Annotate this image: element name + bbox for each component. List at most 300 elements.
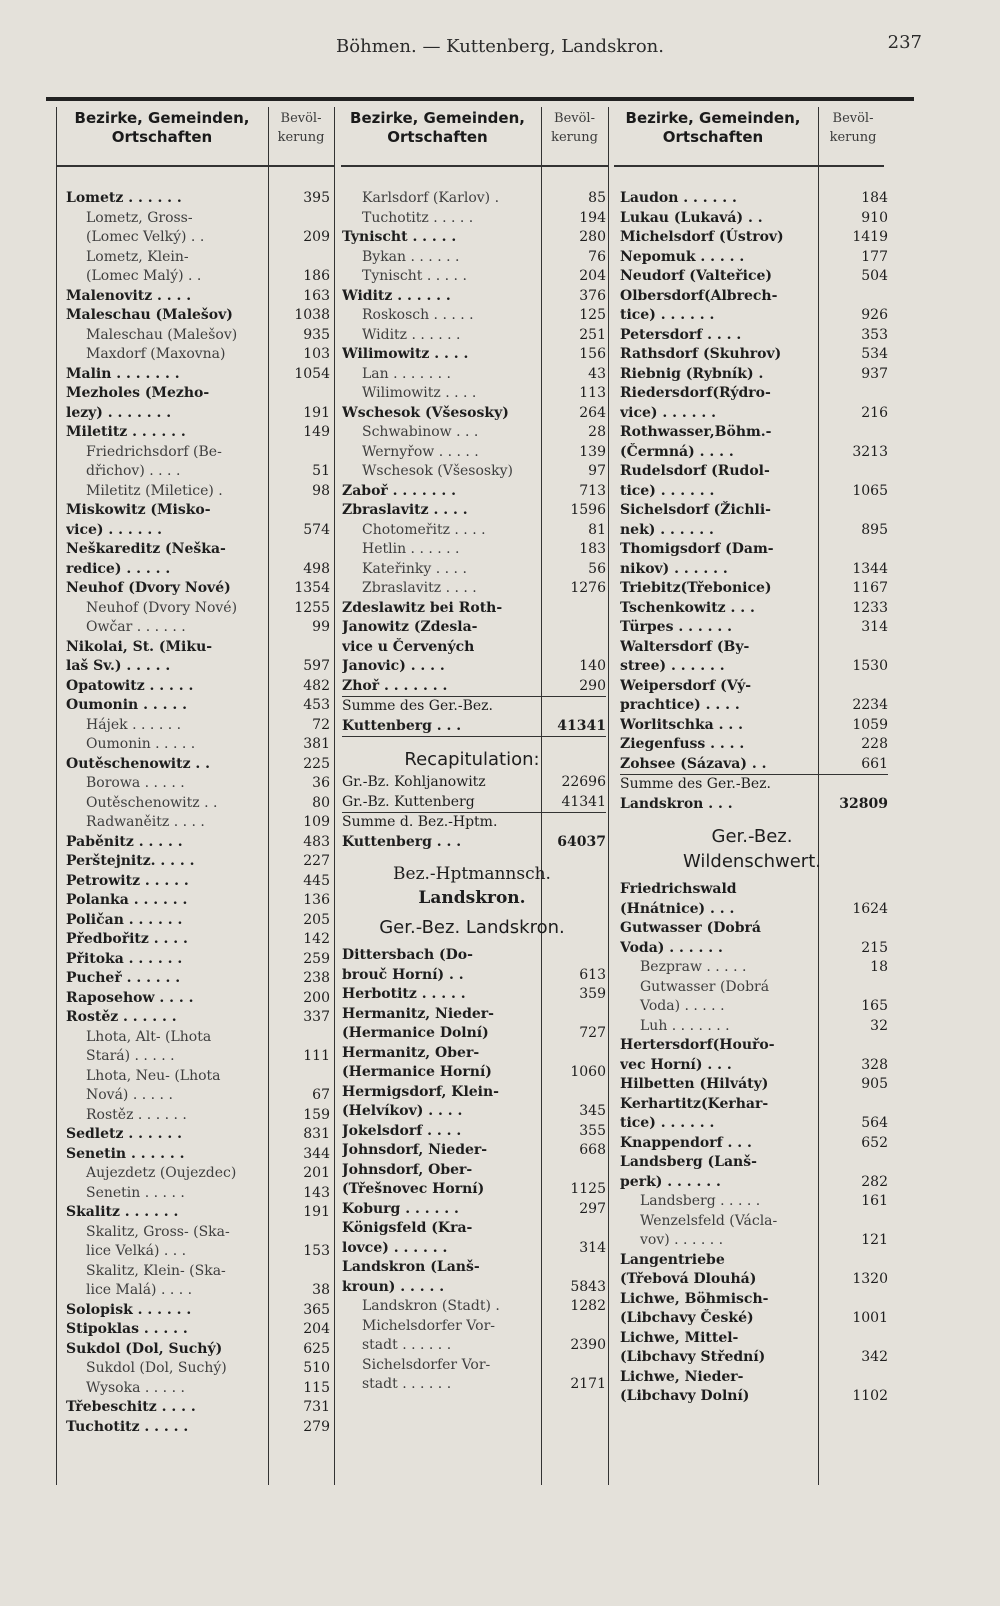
population-value: 194 — [579, 209, 606, 226]
place-name: Hilbetten (Hilváty) — [620, 1076, 769, 1092]
table-row — [620, 1212, 888, 1232]
place-name: Paběnitz . . . . . — [66, 833, 183, 850]
table-row — [66, 891, 330, 911]
population-value: 72 — [312, 716, 330, 733]
table-row — [342, 886, 606, 916]
place-name: Koburg . . . . . . — [342, 1200, 459, 1217]
population-value: 280 — [579, 229, 606, 245]
table-row — [620, 755, 888, 776]
population-value: 1102 — [852, 1388, 888, 1404]
place-name: Lhota, Neu- (Lhota — [86, 1067, 221, 1084]
table-row — [620, 1095, 888, 1115]
place-name: (Lomec Malý) . . — [86, 268, 202, 284]
table-row — [66, 1223, 330, 1243]
population-value: 5843 — [570, 1278, 606, 1295]
table-row — [342, 599, 606, 619]
table-row — [620, 618, 888, 638]
table-row — [342, 1297, 606, 1317]
table-row — [66, 1301, 330, 1321]
table-row — [66, 404, 330, 424]
table-row — [342, 1083, 606, 1103]
place-name: Türpes . . . . . . — [620, 619, 732, 635]
population-value: 251 — [579, 326, 606, 343]
table-row — [66, 423, 330, 443]
place-name: Knappendorf . . . — [620, 1134, 752, 1151]
place-name: Sedletz . . . . . . — [66, 1126, 182, 1142]
population-value: 355 — [579, 1122, 606, 1139]
place-name: Laudon . . . . . . — [620, 190, 737, 206]
population-value: 238 — [303, 970, 330, 986]
table-row — [342, 501, 606, 521]
population-value: 38 — [312, 1282, 330, 1298]
place-name: Lan . . . . . . . — [362, 365, 451, 382]
table-row — [66, 209, 330, 229]
table-row — [66, 306, 330, 326]
population-value: 534 — [861, 346, 888, 362]
population-value: 1038 — [294, 307, 330, 323]
population-value: 1054 — [294, 365, 330, 382]
place-name: Sukdol (Dol, Suchý) — [86, 1360, 227, 1376]
table-row — [66, 618, 330, 638]
place-name: Petrowitz . . . . . — [66, 872, 189, 889]
header-rule — [614, 165, 884, 167]
place-name: Wenzelsfeld (Václa- — [640, 1212, 778, 1229]
place-name: Luh . . . . . . . — [640, 1017, 730, 1034]
place-name: Sichelsdorf (Žichli- — [620, 502, 771, 518]
population-value: 121 — [861, 1232, 888, 1248]
table-row — [66, 930, 330, 950]
place-name: Voda) . . . . . — [640, 998, 725, 1014]
population-value: 727 — [579, 1025, 606, 1041]
place-name: Wschesok (Všesosky) — [342, 404, 509, 421]
population-value: 200 — [303, 989, 330, 1006]
place-name: Landskron (Stadt) . — [362, 1298, 500, 1314]
place-name: Nová) . . . . . — [86, 1087, 173, 1103]
population-value: 2234 — [852, 697, 888, 713]
table-row — [620, 248, 888, 268]
population-value: 153 — [303, 1243, 330, 1259]
population-value: 1344 — [852, 560, 888, 577]
table-row — [66, 1028, 330, 1048]
table-row — [66, 1086, 330, 1106]
place-name: Polanka . . . . . . — [66, 892, 188, 908]
table-row — [620, 306, 888, 326]
place-name: Hertersdorf(Houřo- — [620, 1037, 775, 1053]
place-name: Kateřinky . . . . — [362, 560, 467, 577]
population-value: 113 — [579, 385, 606, 401]
column-rule — [608, 107, 609, 1485]
place-name: Ger.-Bez. Landskron. — [379, 917, 565, 938]
population-value: 76 — [588, 248, 606, 265]
table-row — [620, 657, 888, 677]
table-row — [66, 852, 330, 872]
place-name: Zaboř . . . . . . . — [342, 482, 457, 499]
table-row — [342, 521, 606, 541]
population-value: 205 — [303, 911, 330, 928]
place-name: Miskowitz (Misko- — [66, 502, 211, 518]
place-name: Weipersdorf (Vý- — [620, 677, 752, 694]
place-name: Mezholes (Mezho- — [66, 385, 210, 401]
population-value: 1060 — [570, 1064, 606, 1080]
page-number: 237 — [887, 32, 922, 53]
population-value: 43 — [588, 365, 606, 382]
table-row — [620, 443, 888, 463]
table-row — [620, 521, 888, 541]
table-row — [66, 1418, 330, 1438]
place-name: (Hermanice Dolní) — [342, 1025, 489, 1041]
population-value: 564 — [861, 1115, 888, 1131]
table-row — [342, 1141, 606, 1161]
place-name: Karlsdorf (Karlov) . — [362, 190, 500, 206]
place-name: Janowitz (Zdesla- — [342, 619, 478, 635]
table-row — [342, 813, 606, 833]
place-name: nek) . . . . . . — [620, 521, 714, 538]
table-row — [620, 345, 888, 365]
table-row — [342, 657, 606, 677]
table-row — [342, 209, 606, 229]
table-row — [342, 306, 606, 326]
population-value: 625 — [303, 1340, 330, 1357]
place-name: stadt . . . . . . — [362, 1376, 452, 1392]
table-row — [342, 1200, 606, 1220]
place-name: Rudelsdorf (Rudol- — [620, 463, 770, 479]
population-value: 41341 — [557, 717, 606, 734]
place-name: Königsfeld (Kra- — [342, 1220, 473, 1236]
table-row — [620, 1075, 888, 1095]
table-row — [342, 1102, 606, 1122]
place-name: vov) . . . . . . — [640, 1232, 724, 1248]
place-name: Landsberg . . . . . — [640, 1193, 761, 1209]
place-name: Rothwasser,Böhm.- — [620, 424, 772, 440]
table-row — [620, 501, 888, 521]
place-name: vec Horní) . . . — [620, 1056, 732, 1073]
table-row — [620, 384, 888, 404]
table-row — [66, 638, 330, 658]
place-name: Wilimowitz . . . . — [362, 385, 477, 401]
table-row — [342, 1317, 606, 1337]
table-row — [342, 287, 606, 307]
population-value: 161 — [861, 1193, 888, 1209]
place-name: Solopisk . . . . . . — [66, 1301, 192, 1318]
table-row — [66, 189, 330, 209]
table-row — [342, 638, 606, 658]
place-name: Johnsdorf, Ober- — [342, 1161, 473, 1178]
population-value: 183 — [579, 541, 606, 557]
place-name: Lukau (Lukavá) . . — [620, 209, 763, 226]
place-name: Riebnig (Rybník) . — [620, 365, 764, 382]
table-row — [342, 1180, 606, 1200]
place-name: (Třešnovec Horní) — [342, 1181, 485, 1197]
table-row — [342, 404, 606, 424]
population-value: 282 — [861, 1173, 888, 1190]
table-row — [342, 946, 606, 966]
place-name: Neškareditz (Neška- — [66, 541, 226, 557]
place-name: Rathsdorf (Skuhrov) — [620, 346, 782, 362]
table-row — [342, 1258, 606, 1278]
place-name: Summe d. Bez.-Hptm. — [342, 814, 498, 830]
table-row — [342, 189, 606, 209]
table-row — [66, 228, 330, 248]
place-name: vice u Červených — [342, 638, 475, 655]
population-value: 359 — [579, 986, 606, 1002]
place-name: tice) . . . . . . — [620, 307, 715, 323]
table-row — [620, 1368, 888, 1388]
population-value: 51 — [312, 463, 330, 479]
population-value: 1001 — [852, 1310, 888, 1326]
place-name: Michelsdorfer Vor- — [362, 1317, 495, 1334]
population-value: 41341 — [561, 793, 606, 810]
place-name: Tynischt . . . . . — [342, 229, 457, 245]
place-name: Wernyřow . . . . . — [362, 443, 479, 460]
place-name: Olbersdorf(Albrech- — [620, 287, 778, 304]
table-row — [66, 560, 330, 580]
table-row — [620, 287, 888, 307]
population-value: 125 — [579, 307, 606, 323]
place-name: Schwabinow . . . — [362, 424, 479, 440]
population-value: 498 — [303, 560, 330, 577]
population-value: 1624 — [852, 900, 888, 917]
header-name-3: Bezirke, Gemeinden, Ortschaften — [625, 109, 801, 146]
place-name: Lhota, Alt- (Lhota — [86, 1028, 212, 1045]
table-row — [342, 345, 606, 365]
place-name: Friedrichswald — [620, 881, 737, 897]
place-name: vice) . . . . . . — [66, 521, 162, 538]
place-name: Malenovitz . . . . — [66, 287, 192, 304]
table-row — [620, 560, 888, 580]
population-value: 1276 — [570, 580, 606, 596]
place-name: Bez.-Hptmannsch. — [393, 864, 551, 884]
place-name: Skalitz, Gross- (Ska- — [86, 1223, 230, 1240]
table-row — [66, 326, 330, 346]
table-row — [620, 1036, 888, 1056]
population-value: 204 — [303, 1321, 330, 1337]
population-value: 483 — [303, 833, 330, 850]
population-value: 163 — [303, 287, 330, 304]
table-row — [66, 287, 330, 307]
table-row — [342, 540, 606, 560]
table-row — [342, 697, 606, 717]
table-row — [620, 814, 888, 850]
population-value: 191 — [303, 404, 330, 421]
population-value: 109 — [303, 814, 330, 830]
place-name: laš Sv.) . . . . . — [66, 658, 171, 674]
population-value: 445 — [303, 872, 330, 889]
place-name: lovce) . . . . . . — [342, 1239, 448, 1256]
place-name: dřichov) . . . . — [86, 463, 181, 479]
table-row — [620, 1134, 888, 1154]
table-row — [620, 1231, 888, 1251]
table-row — [620, 1173, 888, 1193]
population-value: 259 — [303, 950, 330, 967]
place-name: Senetin . . . . . — [86, 1184, 185, 1201]
place-name: Landsberg (Lanš- — [620, 1154, 757, 1170]
place-name: (Třebová Dlouhá) — [620, 1271, 757, 1287]
population-value: 342 — [861, 1349, 888, 1365]
table-row — [620, 850, 888, 880]
table-row — [66, 1398, 330, 1418]
place-name: Tynischt . . . . . — [362, 268, 467, 284]
place-name: Janovic) . . . . — [342, 658, 445, 674]
population-value: 279 — [303, 1418, 330, 1435]
population-value: 1059 — [852, 716, 888, 733]
table-row — [620, 997, 888, 1017]
table-row — [66, 716, 330, 736]
place-name: Zhoř . . . . . . . — [342, 677, 448, 694]
population-value: 1233 — [852, 599, 888, 616]
place-name: Radwaněitz . . . . — [86, 814, 205, 830]
table-row — [620, 775, 888, 795]
place-name: Bezpraw . . . . . — [640, 959, 747, 975]
population-value: 1530 — [852, 658, 888, 674]
place-name: Kerhartitz(Kerhar- — [620, 1095, 769, 1112]
table-row — [342, 773, 606, 793]
place-name: Michelsdorf (Ústrov) — [620, 229, 784, 245]
table-row — [66, 1106, 330, 1126]
table-row — [342, 1336, 606, 1356]
population-value: 103 — [303, 346, 330, 362]
place-name: Borowa . . . . . — [86, 775, 185, 791]
table-row — [66, 833, 330, 853]
table-row — [620, 1348, 888, 1368]
table-row — [342, 482, 606, 502]
table-row — [66, 872, 330, 892]
table-left-rule — [56, 107, 57, 1485]
table-row — [342, 985, 606, 1005]
population-value: 22696 — [561, 774, 606, 790]
table-row — [620, 919, 888, 939]
table-row — [342, 833, 606, 853]
place-name: Riedersdorf(Rýdro- — [620, 385, 771, 401]
table-row — [66, 267, 330, 287]
table-row — [66, 579, 330, 599]
population-value: 574 — [303, 521, 330, 538]
table-row — [66, 989, 330, 1009]
table-row — [620, 228, 888, 248]
table-row — [66, 540, 330, 560]
place-name: Sichelsdorfer Vor- — [362, 1356, 491, 1373]
place-name: Stipoklas . . . . . — [66, 1321, 188, 1337]
place-name: Rostěz . . . . . . — [66, 1009, 177, 1025]
table-row — [342, 267, 606, 287]
place-name: Lometz, Gross- — [86, 209, 193, 226]
population-value: 2171 — [570, 1376, 606, 1392]
table-row — [66, 1359, 330, 1379]
population-value: 935 — [303, 326, 330, 343]
place-name: Skalitz, Klein- (Ska- — [86, 1262, 226, 1279]
table-row — [342, 793, 606, 814]
population-value: 64037 — [557, 833, 606, 850]
place-name: Worlitschka . . . — [620, 716, 743, 733]
table-row — [66, 1047, 330, 1067]
population-value: 613 — [579, 966, 606, 983]
place-name: Hermanitz, Ober- — [342, 1044, 480, 1061]
place-name: Lichwe, Mittel- — [620, 1329, 739, 1346]
place-name: Wildenschwert. — [683, 851, 821, 872]
table-row — [620, 735, 888, 755]
population-value: 668 — [579, 1142, 606, 1158]
population-value: 297 — [579, 1200, 606, 1217]
place-name: tice) . . . . . . — [620, 482, 715, 499]
place-name: Voda) . . . . . . — [620, 939, 723, 956]
table-row — [66, 755, 330, 775]
table-column-2 — [342, 189, 606, 1395]
population-value: 80 — [312, 794, 330, 811]
population-value: 165 — [861, 998, 888, 1014]
place-name: vice) . . . . . . — [620, 404, 716, 421]
place-name: stree) . . . . . . — [620, 658, 725, 674]
place-name: Summe des Ger.-Bez. — [342, 698, 493, 714]
table-row — [66, 657, 330, 677]
population-value: 453 — [303, 697, 330, 713]
table-row — [620, 1153, 888, 1173]
population-value: 1419 — [852, 229, 888, 245]
place-name: Outěschenowitz . . — [66, 755, 211, 772]
table-row — [342, 1005, 606, 1025]
place-name: (Libchavy České) — [620, 1310, 754, 1326]
population-value: 895 — [861, 521, 888, 538]
place-name: Senetin . . . . . . — [66, 1145, 185, 1162]
population-value: 111 — [303, 1048, 330, 1064]
population-value: 482 — [303, 677, 330, 694]
table-row — [66, 1320, 330, 1340]
table-row — [342, 462, 606, 482]
table-row — [620, 978, 888, 998]
population-value: 149 — [303, 424, 330, 440]
table-row — [342, 677, 606, 698]
table-row — [342, 737, 606, 773]
population-value: 85 — [588, 190, 606, 206]
table-row — [342, 1063, 606, 1083]
table-row — [620, 1017, 888, 1037]
table-row — [620, 1270, 888, 1290]
table-row — [66, 1379, 330, 1399]
population-value: 381 — [303, 736, 330, 752]
table-row — [620, 404, 888, 424]
place-name: Landskron (Lanš- — [342, 1259, 480, 1275]
place-name: Poličan . . . . . . — [66, 911, 183, 928]
population-value: 228 — [861, 736, 888, 752]
table-row — [66, 774, 330, 794]
place-name: Jokelsdorf . . . . — [342, 1122, 462, 1139]
population-value: 216 — [861, 404, 888, 421]
population-value: 510 — [303, 1360, 330, 1376]
place-name: brouč Horní) . . — [342, 966, 464, 983]
place-name: Langentriebe — [620, 1251, 725, 1268]
running-title: Böhmen. — Kuttenberg, Landskron. — [336, 36, 664, 57]
place-name: Hermigsdorf, Klein- — [342, 1083, 499, 1100]
header-rule — [341, 165, 608, 167]
place-name: (Čermná) . . . . — [620, 443, 734, 460]
place-name: Roskosch . . . . . — [362, 307, 474, 323]
place-name: Neudorf (Valteřice) — [620, 268, 772, 284]
place-name: Kuttenberg . . . — [342, 833, 462, 850]
table-row — [620, 462, 888, 482]
population-value: 209 — [303, 229, 330, 245]
page-header — [0, 32, 1000, 62]
place-name: Oumonin . . . . . — [86, 736, 196, 752]
place-name: Ziegenfuss . . . . — [620, 736, 745, 752]
place-name: Widitz . . . . . . — [362, 326, 461, 343]
place-name: Stará) . . . . . — [86, 1048, 175, 1064]
population-value: 731 — [303, 1399, 330, 1415]
population-value: 713 — [579, 482, 606, 499]
table-row — [620, 939, 888, 959]
population-value: 136 — [303, 892, 330, 908]
place-name: Rostěz . . . . . . — [86, 1106, 187, 1123]
table-row — [342, 423, 606, 443]
population-value: 115 — [303, 1379, 330, 1396]
place-name: tice) . . . . . . — [620, 1115, 715, 1131]
